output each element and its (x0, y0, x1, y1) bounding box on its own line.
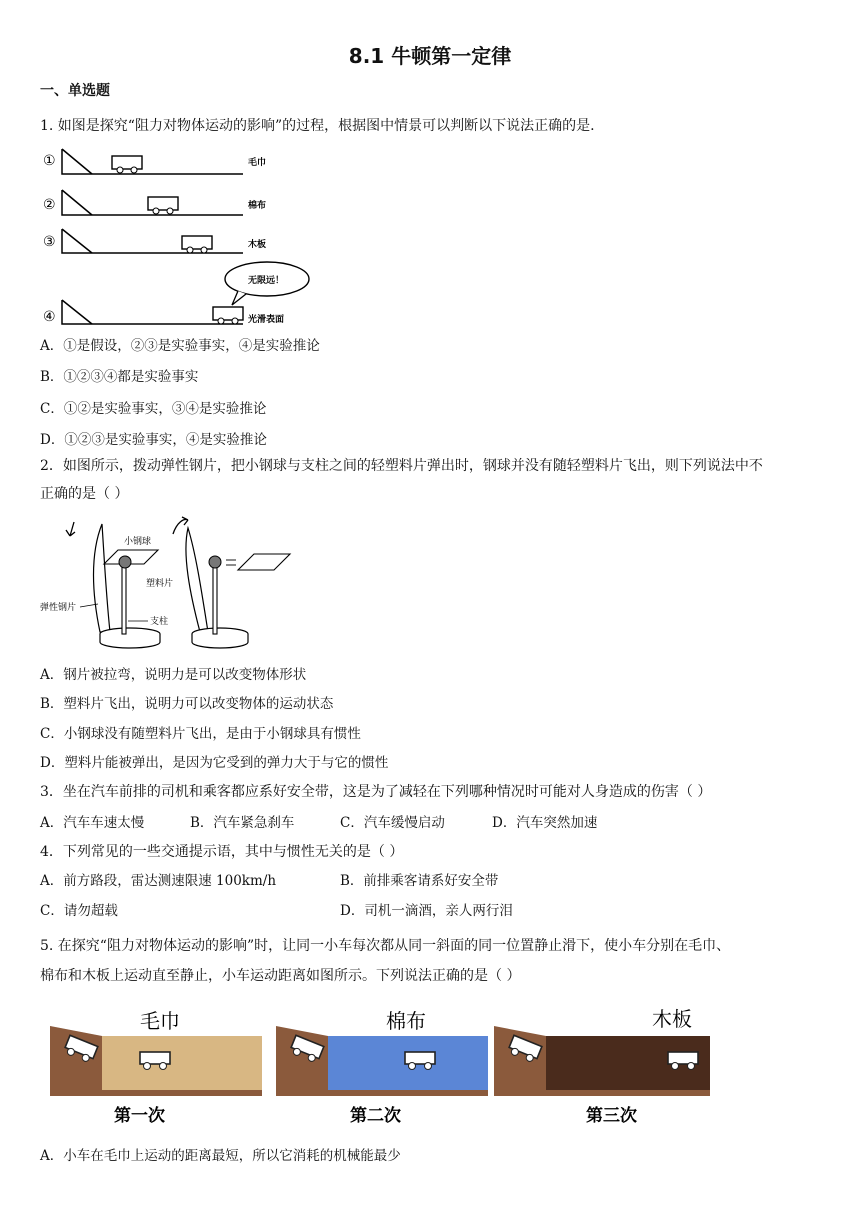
q4-option-d[interactable]: D．司机一滴酒，亲人两行泪 (340, 903, 513, 919)
q1-surface-2: 棉布 (248, 201, 267, 211)
q1-surface-3: 木板 (248, 240, 267, 250)
q5-panel-3 (494, 1007, 710, 1126)
ramp-icon (276, 1026, 328, 1090)
q5-option-a[interactable]: A．小车在毛巾上运动的距离最短，所以它消耗的机械能最少 (40, 1148, 401, 1164)
spring-steel-icon (186, 528, 208, 632)
page-title: 8.1 牛顿第一定律 (348, 44, 512, 68)
pillar-icon (122, 559, 126, 634)
ramp-icon (50, 1026, 102, 1090)
q1-marker-4: ④ (43, 309, 56, 325)
q1-row-4 (43, 262, 309, 325)
q1-marker-2: ② (43, 197, 56, 213)
q5-caption-3: 第三次 (586, 1106, 637, 1126)
q1-option-d[interactable]: D．①②③是实验事实，④是实验推论 (40, 432, 267, 448)
q4-option-b[interactable]: B．前排乘客请系好安全带 (340, 873, 499, 889)
q2-option-d[interactable]: D．塑料片能被弹出，是因为它受到的弹力大于与它的惯性 (40, 755, 389, 771)
q1-surface-1: 毛巾 (248, 158, 267, 168)
q2-label-pillar: 支柱 (150, 617, 169, 627)
q5-surface-1: 毛巾 (140, 1009, 180, 1033)
cart-icon (140, 1052, 170, 1064)
q1-option-a[interactable]: A．①是假设，②③是实验事实，④是实验推论 (40, 338, 320, 354)
q3-option-c[interactable]: C．汽车缓慢启动 (340, 815, 445, 831)
cart-icon (112, 156, 142, 169)
q1-marker-1: ① (43, 153, 56, 169)
q1-row-1 (43, 149, 266, 174)
q2-stem-line2: 正确的是（ ） (40, 486, 129, 502)
q5-stem-line2: 棉布和木板上运动直至静止，小车运动距离如图所示。下列说法正确的是（ ） (40, 968, 521, 984)
q2-option-a[interactable]: A．钢片被拉弯，说明力是可以改变物体形状 (40, 667, 307, 683)
q4-option-a[interactable]: A．前方路段，雷达测速限速 100km/h (40, 873, 277, 889)
q5-stem-line1: 5. 在探究“阻力对物体运动的影响”时，让同一小车每次都从同一斜面的同一位置静止滑下，使小车分别在毛巾、 (40, 938, 731, 954)
q2-label-spring: 弹性钢片 (40, 603, 77, 613)
steel-ball-icon (209, 556, 221, 568)
q1-option-b[interactable]: B．①②③④都是实验事实 (40, 369, 199, 385)
q5-figure (48, 1006, 712, 1136)
q2-figure (40, 514, 300, 656)
cart-icon (148, 197, 178, 210)
q1-stem: 1. 如图是探究“阻力对物体运动的影响”的过程，根据图中情景可以判断以下说法正确的是. (40, 118, 595, 134)
q2-option-b[interactable]: B．塑料片飞出，说明力可以改变物体的运动状态 (40, 696, 334, 712)
q1-figure (40, 145, 320, 337)
pillar-icon (213, 564, 217, 634)
q5-panel-2 (276, 1009, 488, 1126)
towel-surface (96, 1036, 262, 1090)
cart-icon (182, 236, 212, 249)
arrow-icon (173, 517, 188, 534)
q1-row-3 (43, 229, 266, 253)
cart-icon (405, 1052, 435, 1064)
cart-icon (213, 307, 243, 320)
q2-stem-line1: 2．如图所示，拨动弹性钢片，把小钢球与支柱之间的轻塑料片弹出时，钢球并没有随轻塑料片飞出，则下列说法中不 (40, 458, 763, 474)
q1-marker-3: ③ (43, 234, 56, 250)
section-heading: 一、单选题 (40, 83, 110, 99)
q2-label-ball: 小钢球 (124, 537, 152, 547)
spring-steel-icon (94, 524, 111, 632)
q3-option-b[interactable]: B．汽车紧急刹车 (190, 815, 295, 831)
q5-surface-3: 木板 (652, 1007, 692, 1031)
q1-row-2 (43, 190, 266, 215)
cart-icon (668, 1052, 698, 1064)
q5-panel-1 (50, 1009, 262, 1126)
q5-caption-1: 第一次 (114, 1106, 165, 1126)
ramp-icon (494, 1026, 546, 1090)
q3-option-d[interactable]: D．汽车突然加速 (492, 815, 598, 831)
q4-option-c[interactable]: C．请勿超载 (40, 903, 118, 919)
steel-ball-icon (119, 556, 131, 568)
q1-surface-4: 光滑表面 (248, 315, 285, 325)
q3-stem: 3．坐在汽车前排的司机和乘客都应系好安全带，这是为了减轻在下列哪种情况时可能对人身造成的伤害（ ） (40, 784, 712, 800)
q4-stem: 4．下列常见的一些交通提示语，其中与惯性无关的是（ ） (40, 844, 404, 860)
arrow-icon (66, 522, 75, 536)
q5-caption-2: 第二次 (350, 1106, 401, 1126)
plastic-sheet-icon (238, 554, 290, 570)
q1-option-c[interactable]: C．①②是实验事实，③④是实验推论 (40, 401, 267, 417)
q2-label-plastic: 塑料片 (146, 579, 174, 589)
q2-option-c[interactable]: C．小钢球没有随塑料片飞出，是由于小钢球具有惯性 (40, 726, 361, 742)
q1-bubble-text: 无限远！ (248, 276, 285, 286)
q5-surface-2: 棉布 (386, 1009, 426, 1033)
q3-option-a[interactable]: A．汽车车速太慢 (40, 815, 145, 831)
